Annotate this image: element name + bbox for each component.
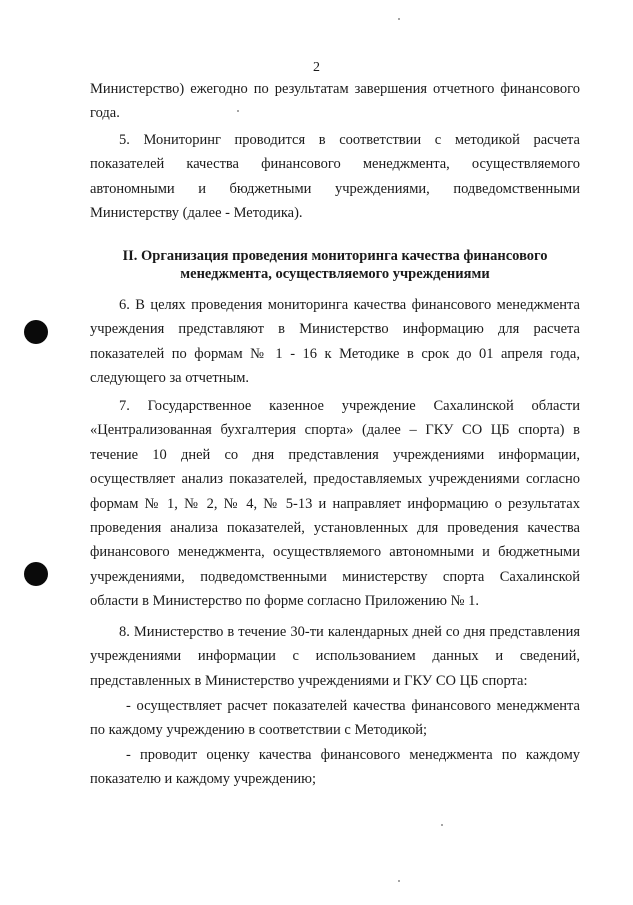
scan-speck	[441, 824, 443, 826]
scan-speck	[398, 880, 400, 882]
page-number: 2	[313, 60, 320, 75]
paragraph-6: 6. В целях проведения мониторинга качества финансового менеджмента учреждения представляют в Министерство информацию для расчета показателей по формам № 1 - 16 к Методике в срок до 01 апреля года, следующего за отчетным.	[90, 297, 580, 387]
punch-hole-top	[24, 320, 48, 344]
scan-speck	[237, 110, 239, 112]
paragraph-8: 8. Министерство в течение 30-ти календарных дней со дня представления учреждениями информации с использованием данных и сведений, представленных в Министерство учреждениями и ГКУ СО ЦБ спорта:	[90, 624, 580, 689]
scan-speck	[398, 18, 400, 20]
paragraph-5: 5. Мониторинг проводится в соответствии с методикой расчета показателей качества финансового менеджмента, осуществляемого автономными и бюджетными учреждениями, подведомственными Министерству (далее - Методика).	[90, 132, 580, 222]
paragraph-7: 7. Государственное казенное учреждение Сахалинской области «Централизованная бухгалтерия спорта» (далее – ГКУ СО ЦБ спорта) в течение 10 дней со дня представления учреждениями информации, осуществляет анализ показателей, предоставляемых учреждениями согласно формам № 1, № 2, № 4, № 5-13 и направляет информацию о результатах проведения анализа показателей, установленных для проведения качества финансового менеджмента, осуществляемого автономными и бюджетными учреждениями, подведомственными министерству спорта Сахалинской области в Министерство по форме согласно Приложению № 1.	[90, 398, 580, 610]
section-heading: II. Организация проведения мониторинга качества финансового менеджмента, осуществляемого учреждениями	[122, 248, 548, 282]
paragraph-continuation: Министерство) ежегодно по результатам завершения отчетного финансового года.	[90, 81, 580, 122]
paragraph-8-item-2: - проводит оценку качества финансового менеджмента по каждому показателю и каждому учреждению;	[90, 747, 580, 788]
punch-hole-bottom	[24, 562, 48, 586]
paragraph-8-item-1: - осуществляет расчет показателей качества финансового менеджмента по каждому учреждению в соответствии с Методикой;	[90, 698, 580, 739]
